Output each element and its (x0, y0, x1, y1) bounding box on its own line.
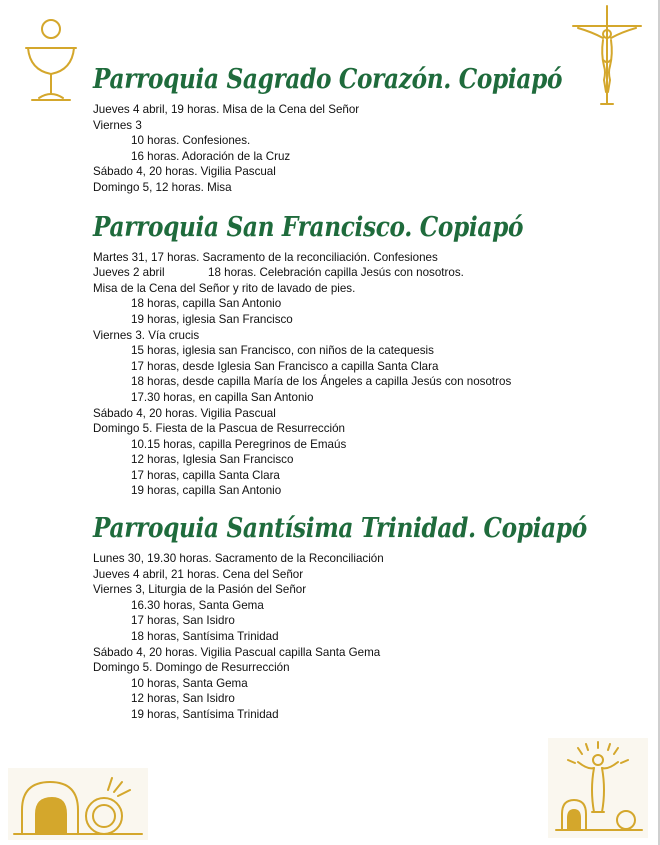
empty-tomb-icon (8, 768, 148, 840)
schedule-line: 15 horas, iglesia san Francisco, con niños de la catequesis (131, 344, 434, 358)
section-title: Parroquia San Francisco. Copiapó (93, 211, 524, 243)
risen-christ-tomb-icon (548, 738, 648, 838)
chalice-icon (22, 14, 80, 104)
schedule-line: Sábado 4, 20 horas. Vigilia Pascual capilla Santa Gema (93, 645, 381, 659)
schedule-line: 18 horas, Santísima Trinidad (131, 630, 279, 644)
schedule-line: Misa de la Cena del Señor y rito de lavado de pies. (93, 281, 356, 295)
schedule-content (93, 62, 613, 723)
schedule-line: 18 horas, desde capilla María de los Ángeles a capilla Jesús con nosotros (131, 375, 512, 389)
schedule-line: Jueves 4 abril, 21 horas. Cena del Señor (93, 567, 304, 581)
section-sagrado-corazon (93, 62, 613, 196)
schedule-line: Domingo 5. Fiesta de la Pascua de Resurrección (93, 422, 345, 436)
schedule-line: 10 horas. Confesiones. (131, 134, 251, 148)
schedule-line: 19 horas, iglesia San Francisco (131, 312, 293, 326)
schedule-line: Viernes 3 (93, 118, 142, 132)
schedule-line: 17 horas, San Isidro (131, 614, 235, 628)
section-title: Parroquia Santísima Trinidad. Copiapó (93, 513, 587, 545)
section-title: Parroquia Sagrado Corazón. Copiapó (93, 64, 563, 95)
schedule-line: Lunes 30, 19.30 horas. Sacramento de la Reconciliación (93, 552, 384, 566)
schedule-line: 18 horas, capilla San Antonio (131, 297, 282, 311)
schedule-line: Viernes 3, Liturgia de la Pasión del Señor (93, 583, 307, 597)
schedule-line (93, 265, 613, 281)
schedule-line: Sábado 4, 20 horas. Vigilia Pascual (93, 165, 276, 179)
schedule-line: Domingo 5, 12 horas. Misa (93, 180, 232, 194)
schedule-line: Martes 31, 17 horas. Sacramento de la reconciliación. Confesiones (93, 250, 438, 264)
schedule-line: 16 horas. Adoración de la Cruz (131, 149, 291, 163)
schedule-date: Jueves 2 abril (93, 266, 165, 280)
schedule-detail: 18 horas. Celebración capilla Jesús con nosotros. (208, 266, 464, 280)
schedule-line: Jueves 4 abril, 19 horas. Misa de la Cena del Señor (93, 103, 360, 116)
schedule-line: 12 horas, San Isidro (131, 692, 235, 706)
schedule-line: Viernes 3. Vía crucis (93, 328, 200, 342)
schedule-line: 19 horas, capilla San Antonio (131, 484, 282, 498)
section-san-francisco (93, 210, 613, 500)
schedule-line: 17 horas, capilla Santa Clara (131, 468, 280, 482)
schedule-line: 12 horas, Iglesia San Francisco (131, 453, 294, 467)
schedule-line: 17 horas, desde Iglesia San Francisco a capilla Santa Clara (131, 359, 439, 373)
schedule-line: 19 horas, Santísima Trinidad (131, 708, 279, 721)
schedule-line: Domingo 5. Domingo de Resurrección (93, 661, 290, 675)
schedule-line: 10 horas, Santa Gema (131, 676, 248, 690)
section-santisima-trinidad (93, 511, 613, 723)
schedule-line: Sábado 4, 20 horas. Vigilia Pascual (93, 406, 276, 420)
schedule-line: 16.30 horas, Santa Gema (131, 598, 264, 612)
schedule-line: 17.30 horas, en capilla San Antonio (131, 390, 314, 404)
schedule-line: 10.15 horas, capilla Peregrinos de Emaús (131, 437, 347, 451)
